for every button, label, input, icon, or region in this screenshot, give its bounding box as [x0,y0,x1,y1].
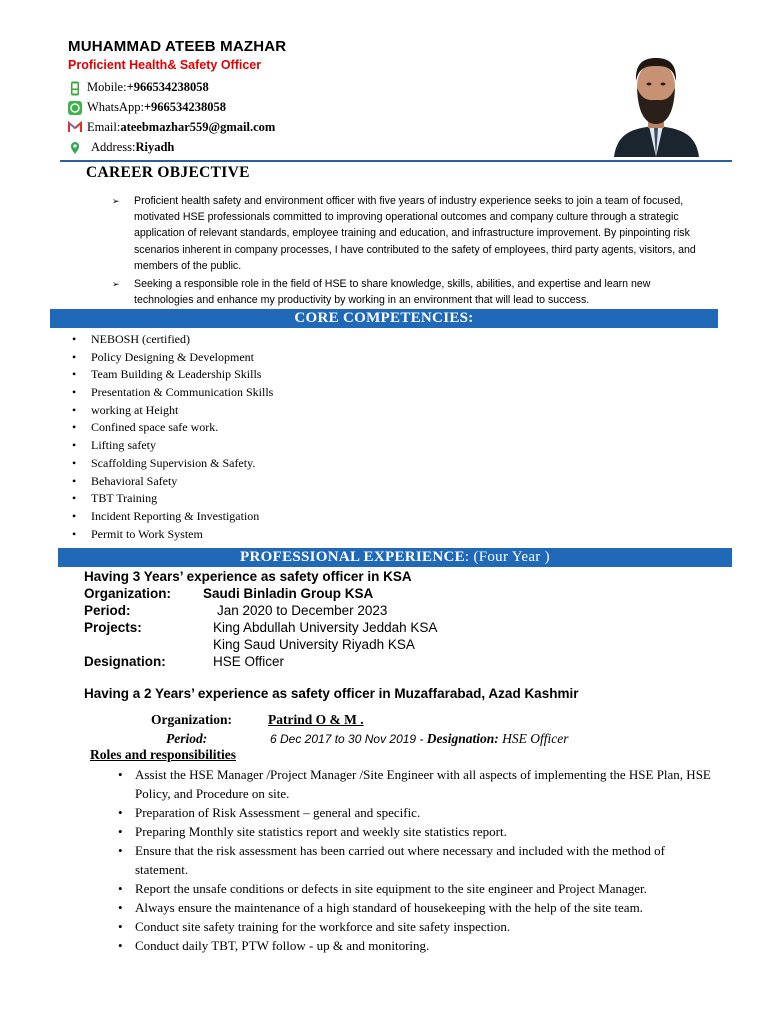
job1-headline: Having 3 Years’ experience as safety officer in KSA [84,569,412,584]
list-item: • Confined space safe work. [72,419,273,437]
roles-heading: Roles and responsibilities [90,747,237,762]
job2-designation-value: HSE Officer [502,731,569,746]
list-item: • Scaffolding Supervision & Safety. [72,455,273,473]
core-competencies-heading: CORE COMPETENCIES: [50,309,718,328]
list-item: • TBT Training [72,490,273,508]
career-objective-text: Seeking a responsible role in the field of HSE to share knowledge, skills, abilities, and expertise and learn new technologies and enhance my productivity by working in an environment that will lead to success. [134,278,651,307]
list-item: • Team Building & Leadership Skills [72,366,273,384]
core-competencies-list [72,331,273,543]
career-objective-item [112,193,712,274]
job1-designation-label: Designation: [84,654,166,669]
job2-period-line [270,731,569,747]
list-item: • Preparation of Risk Assessment – general and specific. [118,803,718,822]
job1-period-value: Jan 2020 to December 2023 [217,603,388,618]
arrow-bullet-icon: ➢ [112,279,120,289]
job2-org-label: Organization: [151,712,232,727]
job1-org-label: Organization: [84,586,171,601]
job1-project: King Saud University Riyadh KSA [213,637,415,652]
list-item: • Incident Reporting & Investigation [72,508,273,526]
list-item: • Preparing Monthly site statistics report and weekly site statistics report. [118,822,718,841]
career-objective-heading: CAREER OBJECTIVE [86,164,250,181]
location-pin-icon [68,141,82,155]
contact-label: Mobile: [87,80,127,94]
contact-mobile [68,80,209,95]
contact-value: Riyadh [135,140,175,154]
job1-designation-value: HSE Officer [213,654,285,669]
contact-email [68,120,275,135]
job1-projects-label: Projects: [84,620,142,635]
career-objective-text: Proficient health safety and environment officer with five years of industry experience seeks to join a team of focused, motivated HSE professionals committed to improving operational outcomes and company culture through a strategic application of relevant standards, employee training and education, and infrastructure improvement. By pinpointing risk scenarios inherent in company processes, I have contributed to the safety of employees, third party agents, visitors, and members of the public. [134,195,696,272]
list-item: • NEBOSH (certified) [72,331,273,349]
candidate-title: Proficient Health& Safety Officer [68,58,262,72]
contact-label: WhatsApp: [87,100,144,114]
mobile-icon [68,81,82,95]
professional-experience-heading [58,548,732,567]
career-objective-item [112,276,712,308]
experience-heading-suffix: : (Four Year ) [464,549,550,565]
job2-org-value: Patrind O & M . [268,712,364,727]
list-item: • Always ensure the maintenance of a high standard of housekeeping with the help of the site team. [118,898,718,917]
job1-project: King Abdullah University Jeddah KSA [213,620,438,635]
job2-period-value: 6 Dec 2017 to 30 Nov 2019 - [270,732,427,746]
candidate-name: MUHAMMAD ATEEB MAZHAR [68,38,287,55]
gmail-icon [68,121,82,135]
arrow-bullet-icon: ➢ [112,196,120,206]
list-item: • Lifting safety [72,437,273,455]
job1-org-value: Saudi Binladin Group KSA [203,586,374,601]
list-item: • Ensure that the risk assessment has been carried out where necessary and included with the method of statement. [118,841,718,879]
experience-heading-text: PROFESSIONAL EXPERIENCE [240,549,465,565]
job1-period-label: Period: [84,603,131,618]
job2-period-label: Period: [166,731,208,746]
list-item: • Assist the HSE Manager /Project Manager /Site Engineer with all aspects of implementing the HSE Plan, HSE Policy, and Procedure on site. [118,765,718,803]
list-item: • Presentation & Communication Skills [72,384,273,402]
job2-designation-label: Designation: [426,731,499,746]
list-item: • Policy Designing & Development [72,349,273,367]
roles-list [118,765,718,955]
contact-whatsapp [68,100,226,115]
profile-photo [609,36,704,157]
contact-label: Email: [87,120,121,134]
contact-value: +966534238058 [143,100,227,114]
contact-address [68,140,174,155]
whatsapp-icon [68,101,82,115]
list-item: • Conduct site safety training for the workforce and site safety inspection. [118,917,718,936]
list-item: • Behavioral Safety [72,473,273,491]
contact-value: +966534238058 [126,80,209,94]
list-item: • Permit to Work System [72,526,273,544]
job2-headline: Having a 2 Years’ experience as safety officer in Muzaffarabad, Azad Kashmir [84,686,579,701]
contact-value: ateebmazhar559@gmail.com [120,120,276,134]
header-divider [60,160,732,162]
contact-label: Address: [91,140,136,154]
list-item: • Conduct daily TBT, PTW follow - up & and monitoring. [118,936,718,955]
list-item: • Report the unsafe conditions or defects in site equipment to the site engineer and Project Manager. [118,879,718,898]
list-item: • working at Height [72,402,273,420]
